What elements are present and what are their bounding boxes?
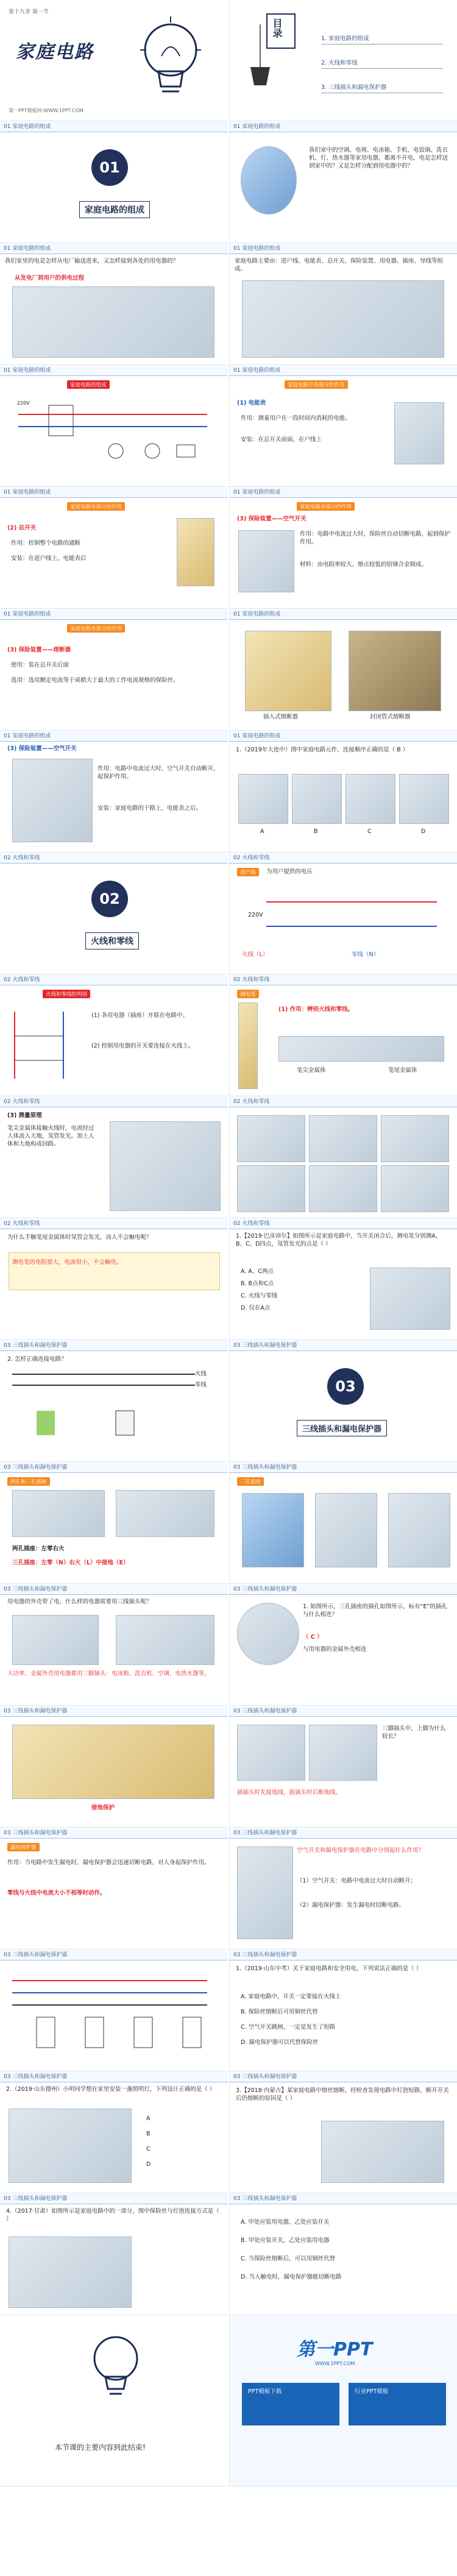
fuse-circuit-figure [321,2121,444,2183]
left-link[interactable]: PPT模板下载 [248,2388,282,2395]
option-b-image[interactable] [292,774,342,824]
menu-item-2[interactable]: 2. 火线和零线 [321,60,358,66]
slide-header: 01 家庭电路的组成 [230,366,457,376]
electricity-illustration [241,146,297,215]
slide-socket-quiz[interactable] [229,1584,457,1706]
components-diagram [242,280,444,358]
neutral-wire-label: 零线（N） [352,951,380,958]
caption-2: 封闭管式熔断器 [370,714,411,720]
rule-1: (1) 各用电器（插座）并联在电路中。 [91,1012,188,1019]
slide-test-pen[interactable] [229,975,457,1096]
full-circuit-diagram [12,1968,213,2063]
section-badge: 三孔插座 [237,1477,264,1486]
option-d[interactable]: D. 当人触电时，漏电保护器能切断电路 [241,2274,342,2280]
slide-test-principle[interactable] [0,1097,228,1218]
socket-figure [237,1603,299,1665]
option-c-label: C [367,828,372,835]
section-badge: 漏电保护器 [7,1843,40,1851]
section-badge: 家庭电路中各部分的作用 [285,380,348,389]
slide-quiz-lamp[interactable] [0,2072,228,2193]
slide-section3-cover[interactable] [229,1341,457,1462]
option-a-image[interactable] [238,774,288,824]
section-badge: 家庭电路的组成 [67,380,110,389]
test-pen-photo [238,1002,258,1089]
function-text: 作用：当电路中发生漏电时，漏电保护器会迅速切断电路，对人身起保护作用。 [7,1859,210,1866]
lightbulb-icon [85,2328,146,2407]
answer-text: 插插头时先接地线，拔插头时后断地线。 [237,1789,342,1796]
slide-header: 03 三线插头和漏电保护器 [230,1584,457,1595]
closing-text: 本节课的主要内容到此结束! [55,2443,146,2452]
slide-quiz-testpen[interactable] [229,1219,457,1340]
slide-header: 03 三线插头和漏电保护器 [0,1828,228,1839]
option-b[interactable]: B [146,2131,151,2137]
option-c[interactable]: C [146,2146,151,2152]
brand-logo: 第一PPT [297,2339,373,2360]
slide-header: 02 火线和零线 [0,1097,228,1107]
three-pin-socket-photo [116,1490,214,1537]
protector-photo [237,1847,293,1939]
section-badge: 家庭电路各部分的作用 [67,502,125,511]
slide-header: 01 家庭电路的组成 [230,244,457,254]
option-c[interactable]: C. 空气开关跳闸，一定是发生了短路 [241,2024,336,2031]
question-text: 4.（2017·甘肃）如图所示是家庭电路中的一部分，图中保险丝与灯泡连接方式是（ ） [6,2208,219,2223]
live-wire-label: 火线（L） [242,951,269,958]
slide-leakage-protector[interactable] [0,1828,228,1950]
slide-intro[interactable] [229,122,457,243]
section-title: 火线和零线 [85,932,139,949]
question-text: 1.（2019·山东中考）关于家庭电路和安全用电，下列说法正确的是（ ） [236,1965,422,1972]
point-title: (2) 总开关 [7,525,37,531]
slide-full-circuit[interactable] [0,1950,228,2071]
note-text: 测电笔的电阻很大，电流很小，不会触电。 [12,1259,122,1266]
slide-header: 01 家庭电路的组成 [230,488,457,498]
wrong-grip-photo-1 [381,1115,449,1162]
question-text: 1.（2019年大连中）图中家庭电路元件，连接顺序正确的是（ B ） [236,747,409,753]
rule-2: (2) 控制用电器的开关要连接在火线上。 [91,1043,194,1049]
question-text: 我们家里的电是怎样从电厂输送进来，又怎样接到各处的用电器的？ [5,258,179,264]
slide-service-line[interactable] [229,853,457,974]
slide-header: 01 家庭电路的组成 [230,731,457,742]
slide-menu[interactable] [229,0,457,121]
slide-header: 01 家庭电路的组成 [0,122,228,132]
slide-header: 03 三线插头和漏电保护器 [0,1706,228,1717]
section-badge: 两孔和三孔插座 [7,1477,50,1486]
point-b: 安装：在进户线上，电能表后 [11,555,87,562]
connection-diagram [12,1368,213,1453]
air-switch-photo [12,759,93,842]
slide-quiz-safety[interactable] [229,1950,457,2071]
point-b: 安装：在总开关前面，在户线上 [241,436,322,443]
section-badge: 家庭电路各部分的作用 [297,502,355,511]
point-title: (3) 保险装置——空气开关 [7,745,77,752]
slide-title[interactable] [0,0,228,121]
section-title: 家庭电路的组成 [79,201,150,218]
section-title: 三线插头和漏电保护器 [297,1420,387,1436]
answer-2: （2）漏电保护器：发生漏电时切断电路。 [297,1902,405,1909]
correct-grip-photo-1 [237,1115,305,1162]
point-b: 安装：家庭电路的干路上，电能表之后。 [97,805,202,812]
slide-header: 03 三线插头和漏电保护器 [0,2194,228,2204]
section-badge: 火线和零线的判别 [43,990,90,998]
point-title: (3) 保险装置——熔断器 [7,647,71,653]
option-d-label: D [421,828,426,835]
slide-header: 01 家庭电路的组成 [0,244,228,254]
breaker-photo [238,530,294,592]
subtitle-text: 从发电厂到用户的供电过程 [15,275,85,282]
slide-header: 01 家庭电路的组成 [230,122,457,132]
slide-header: 01 家庭电路的组成 [0,731,228,742]
question-text: 2. 怎样正确连接电路？ [7,1356,67,1363]
question-text: 三脚插头中，上脚为什么较长？ [382,1725,446,1740]
switch-photo [177,518,214,586]
slide-meter[interactable] [229,366,457,487]
slide-sockets[interactable] [0,1463,228,1584]
option-b-label: B [314,828,318,835]
point-b: 选用：选用额定电流等于或稍大于最大的工作电流规格的保险丝。 [11,677,179,684]
lamp-circuit-figure [9,2109,132,2183]
point-a: 作用：电路中电流过大时，空气开关自动断开，起保护作用。 [97,765,219,780]
live-label: 火线 [195,1371,207,1377]
footer-text: 第一PPT模板网-WWW.1PPT.COM [9,108,83,113]
slide-breaker[interactable] [229,488,457,609]
slide-header: 01 家庭电路的组成 [0,488,228,498]
slide-header: 03 三线插头和漏电保护器 [230,1341,457,1351]
page-title: 家庭电路 [16,41,94,63]
end-label: 笔尾金属体 [388,1067,417,1074]
section-badge: 家庭电路各部分的作用 [67,624,125,633]
slide-quiz-options[interactable] [229,2194,457,2315]
lightbulb-icon [134,13,207,111]
option-a[interactable]: A [146,2115,151,2122]
wrong-grip-photo-2 [237,1165,305,1212]
voltage-label: 220V [17,400,30,406]
slide-header: 03 三线插头和漏电保护器 [230,1706,457,1717]
slide-three-pin-photos[interactable] [229,1463,457,1584]
answer-1: （1）空气开关：电路中电流过大时自动断开； [297,1878,417,1884]
trigger-text: 零线与火线中电流大小不相等时动作。 [7,1890,106,1897]
slide-header: 02 火线和零线 [230,1219,457,1229]
intro-text: 我们家中的空调、电视、电冰箱、手机、电饭锅、洗衣机、灯、热水器等家用电器，都离不开电，电是怎样送到家中的？又是怎样分配到用电器中的？ [309,147,448,169]
answer-choice: （ C ） [303,1634,323,1641]
correct-grip-photo-2 [309,1115,377,1162]
slide-fuse-types[interactable] [229,609,457,731]
answer-text: 与用电器的金属外壳相连 [303,1646,367,1653]
option-d-image[interactable] [399,774,449,824]
voltage-label: 220V [248,912,263,918]
slide-header: 02 火线和零线 [0,975,228,985]
washer-photo [12,1615,99,1665]
slide-header: 01 家庭电路的组成 [0,366,228,376]
two-pin-rule: 两孔插座：左零右火 [12,1545,65,1552]
option-d[interactable]: D. 漏电保护器可以代替保险丝 [241,2039,319,2046]
slide-quiz-fuse[interactable] [229,2072,457,2193]
slide-long-pin[interactable] [229,1706,457,1828]
slide-header: 02 火线和零线 [230,853,457,864]
slide-ground-protection[interactable] [0,1706,228,1828]
point-a: 作用：控制整个电路的通断 [11,540,81,547]
plug-photo-2 [309,1725,377,1781]
slide-connect-question[interactable] [0,1341,228,1462]
menu-item-3[interactable]: 3. 三线插头和漏电保护器 [321,84,387,91]
question-text: 2.（2019·山东德州）小明同学想在家里安装一盏照明灯，下列设计正确的是（ ） [6,2086,216,2093]
slide-test-usage[interactable] [229,1097,457,1218]
slide-subtitle: 第十九章 第一节 [9,9,49,15]
point-a: 作用：测量用户在一段时间内消耗的电能。 [241,415,351,422]
slide-header: 03 三线插头和漏电保护器 [0,1584,228,1595]
cartridge-fuse-photo [349,631,441,711]
circuit-figure [370,1268,450,1330]
slide-header: 02 火线和零线 [230,1097,457,1107]
neutral-label: 零线 [195,1382,207,1388]
slide-section2-cover[interactable] [0,853,228,974]
slide-header: 03 三线插头和漏电保护器 [230,2072,457,2082]
function-text: (1) 作用：辨别火线和零线。 [278,1006,354,1013]
slide-components[interactable] [229,244,457,365]
slide-header: 02 火线和零线 [0,853,228,864]
slide-section1-cover[interactable] [0,122,228,243]
question-text: 3.【2018·内蒙古】某家庭电路中熔丝熔断，经检查发现电路中灯泡短路，断开开关后仍熔断的原因是（ ） [236,2087,449,2102]
point-a: 使用：装在总开关后面 [11,662,69,669]
slide-compare[interactable] [229,1828,457,1950]
slide-header: 02 火线和零线 [230,975,457,985]
tip-label: 笔尖金属体 [297,1067,326,1074]
slide-header: 03 三线插头和漏电保护器 [230,1828,457,1839]
slide-quiz-order[interactable] [229,731,457,853]
slide-header: 03 三线插头和漏电保护器 [0,1463,228,1473]
question-text: 1. 如图所示，三孔插座的插孔如图所示，标有“E”的插孔与什么相连？ [303,1603,447,1618]
option-a[interactable]: A. A、C两点 [241,1268,274,1275]
option-d[interactable]: D [146,2161,151,2168]
wrong-grip-photo-4 [381,1165,449,1212]
parallel-circuit-diagram [9,1006,76,1085]
section-number: 01 [91,149,128,186]
option-a[interactable]: A. 甲处应装用电器，乙处应装开关 [241,2219,330,2226]
slide-fuse[interactable] [0,609,228,731]
point-a: 作用：电路中电流过大时，保险丝自动切断电路，起到保护作用。 [300,531,451,545]
section-badge: 进户线 [237,868,259,876]
menu-item-1[interactable]: 1. 家庭电路的组成 [321,35,369,42]
brand-url[interactable]: WWW.1PPT.COM [315,2361,355,2366]
point-b: 材料：由电阻率较大、熔点较低的铅锑合金制成。 [300,561,428,568]
caption-1: 插入式熔断器 [263,714,299,720]
circuit-photo [12,286,214,358]
slide-header: 03 三线插头和漏电保护器 [230,1463,457,1473]
three-pin-rule: 三孔插座：左零（N）右火（L）中接地（E） [12,1559,129,1566]
point-title: (3) 测量原理 [7,1112,42,1119]
slide-wire-rules[interactable] [0,975,228,1096]
menu-title: 目录 [271,18,283,38]
point-title: (3) 保险装置——空气开关 [237,516,306,522]
slide-quiz-connection[interactable] [0,2194,228,2315]
slide-why-safe[interactable] [0,1219,228,1340]
option-c[interactable]: C. 火线与零线 [241,1293,278,1299]
components-text: 家庭电路主要由：进户线、电能表、总开关、保险装置、用电器、插座、导线等组成。 [235,258,444,272]
section-number: 02 [91,881,128,917]
plug-photo-1 [237,1725,305,1781]
meter-photo [394,402,444,464]
slide-header: 01 家庭电路的组成 [230,609,457,620]
answer-text: 大功率、金属外壳用电器都用三脚插头：电冰箱、洗衣机、空调、电热水器等。 [7,1670,210,1677]
slide-brand[interactable] [229,2316,457,2486]
wiring-diagram [12,396,213,478]
line-diagram [242,890,443,939]
question-text: 空气开关和漏电保护器在电路中分别起什么作用？ [297,1847,425,1854]
plug-in-fuse-photo [245,631,331,711]
question-text: 1.【2019·巴彦淖尔】如图所示是家庭电路中，当开关闭合后，测电笔分别测A、B、C、D四点，氖管发光的点是（ ） [236,1233,442,1247]
slide-header: 03 三线插头和漏电保护器 [0,1950,228,1960]
section-number: 03 [327,1368,364,1405]
slide-header: 03 三线插头和漏电保护器 [0,1341,228,1351]
connection-figure [9,2237,132,2308]
option-b[interactable]: B. 保险丝熔断后可用铜丝代替 [241,2009,318,2015]
appliance-photo-1 [242,1493,304,1567]
ground-protection-illustration [12,1725,214,1799]
slide-circuit-diagram[interactable] [0,366,228,487]
slide-header: 03 三线插头和漏电保护器 [0,2072,228,2082]
appliance-photo-3 [388,1493,450,1567]
option-d[interactable]: D. 仅在A点 [241,1305,271,1311]
right-link[interactable]: 行业PPT模板 [355,2388,389,2395]
test-pen-diagram [278,1036,444,1062]
slide-header: 02 火线和零线 [0,1219,228,1229]
slide-end[interactable] [0,2316,228,2486]
two-pin-socket-photo [12,1490,105,1537]
option-a-label: A [260,828,264,835]
question-text: 用电器的外壳带了电，什么样的电器需要用三线插头呢？ [7,1598,152,1605]
principle-text: 笔尖金属体接触火线时，电流经过人体流入大地，氖管发光。加上人体和大地构成回路。 [7,1125,94,1148]
slide-main-switch[interactable] [0,488,228,609]
section-badge: 测电笔 [237,990,259,998]
label-text: 接地保护 [91,1804,115,1811]
slide-header: 03 三线插头和漏电保护器 [230,1950,457,1960]
slide-header: 01 家庭电路的组成 [0,609,228,620]
option-c[interactable]: C. 当保险丝熔断后，可以用铜丝代替 [241,2255,336,2262]
point-title: (1) 电能表 [237,400,266,406]
slide-supply-process[interactable] [0,244,228,365]
plug-photo [116,1615,214,1665]
wrong-grip-photo-3 [309,1165,377,1212]
appliance-photo-2 [315,1493,377,1567]
slide-air-switch[interactable] [0,731,228,853]
test-pen-hand-photo [110,1121,221,1211]
slide-header: 03 三线插头和漏电保护器 [230,2194,457,2204]
option-b[interactable]: B. 甲处应装开关，乙处应装用电器 [241,2237,330,2244]
option-c-image[interactable] [345,774,395,824]
question-text: 为什么手触笔尾金属体时氖管会发光，而人不会触电呢？ [7,1234,152,1241]
slide-which-appliances[interactable] [0,1584,228,1706]
description-text: 为用户提供的电压 [266,868,313,875]
option-a[interactable]: A. 家庭电路中，开关一定要接在火线上 [241,1993,341,2000]
option-b[interactable]: B. B点和C点 [241,1280,274,1287]
